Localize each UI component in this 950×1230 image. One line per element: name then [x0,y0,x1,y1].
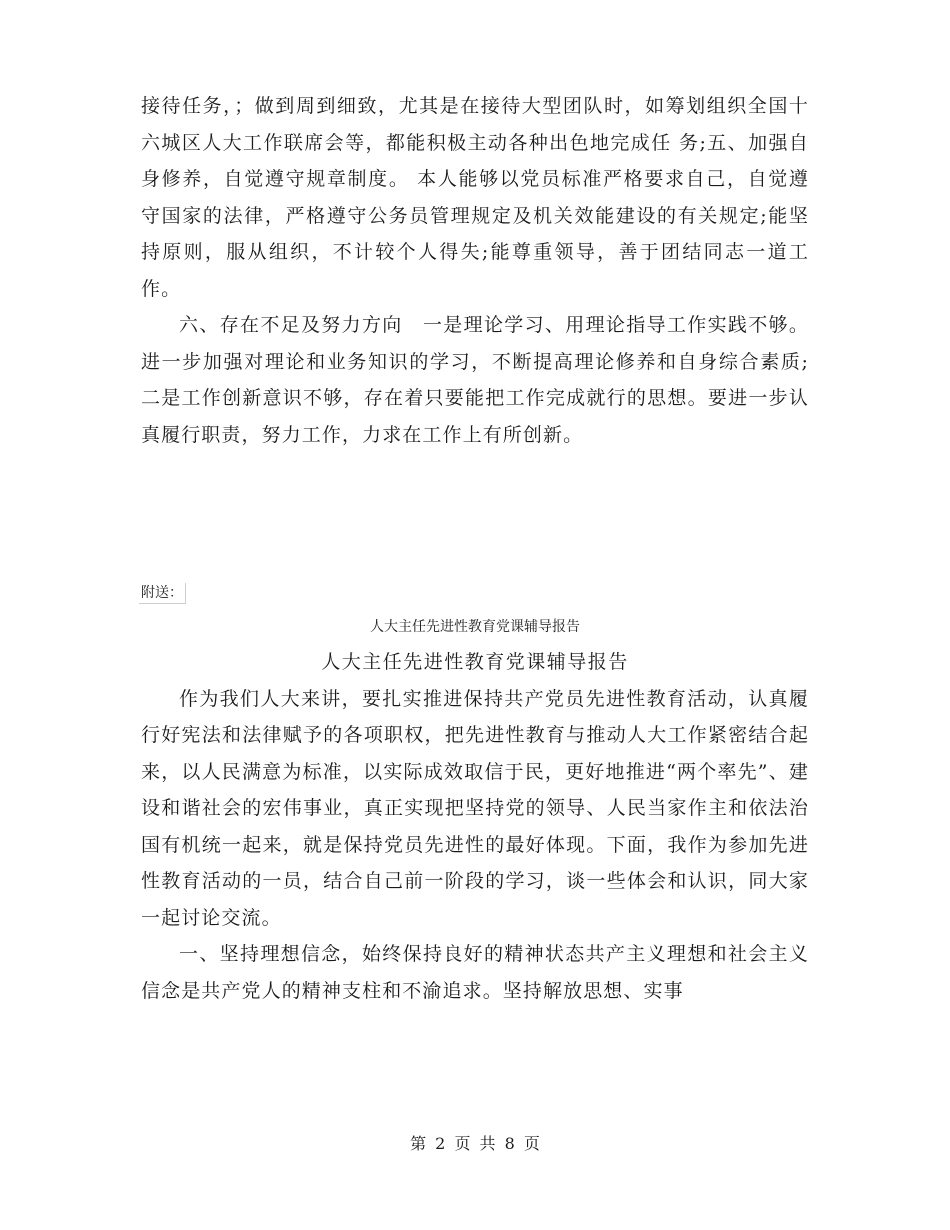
page-footer: 第 2 页 共 8 页 [410,1134,540,1153]
paragraph-section-one: 一、坚持理想信念，始终保持良好的精神状态共产主义理想和社会主义信念是共产党人的精神支柱和不渝追求。坚持解放思想、实事 [141,943,809,1002]
paragraph-shortcomings: 六、存在不足及努力方向 一是理论学习、用理论指导工作实践不够。进一步加强对理论和业务知识的学习，不断提高理论修养和自身综合素质;二是工作创新意识不够，存在着只要能把工作完成就行的思想。要进一步认真履行职责，努力工作，力求在工作上有所创新。 [141,314,809,446]
appendix-small-title: 人大主任先进性教育党课辅导报告 [370,619,580,635]
continued-section [141,88,809,453]
paragraph-intro: 作为我们人大来讲，要扎实推进保持共产党员先进性教育活动，认真履行好宪法和法律赋予的各项职权，把先进性教育与推动人大工作紧密结合起来，以人民满意为标准，以实际成效取信于民，更好地推进“两个率先”、建设和谐社会的宏伟事业，真正实现把坚持党的领导、人民当家作主和依法治国有机统一起来，就是保持党员先进性的最好体现。下面，我作为参加先进性教育活动的一员，结合自己前一阶段的学习，谈一些体会和认识，同大家一起讨论交流。 [141,687,809,929]
paragraph-continued: 接待任务，；做到周到细致，尤其是在接待大型团队时，如筹划组织全国十六城区人大工作联席会等，都能积极主动各种出色地完成任 务;五、加强自身修养，自觉遵守规章制度。 本人能够以党员标准严格要求自己，自觉遵守国家的法律，严格遵守公务员管理规定及机关效能建设的有关规定;能坚持原则，服从组织，不计较个人得失;能尊重领导，善于团结同志一道工作。 [141,95,809,300]
report-title: 人大主任先进性教育党课辅导报告 [321,651,629,673]
appendix-section [141,644,809,1009]
appendix-label: 附送： [139,583,186,604]
